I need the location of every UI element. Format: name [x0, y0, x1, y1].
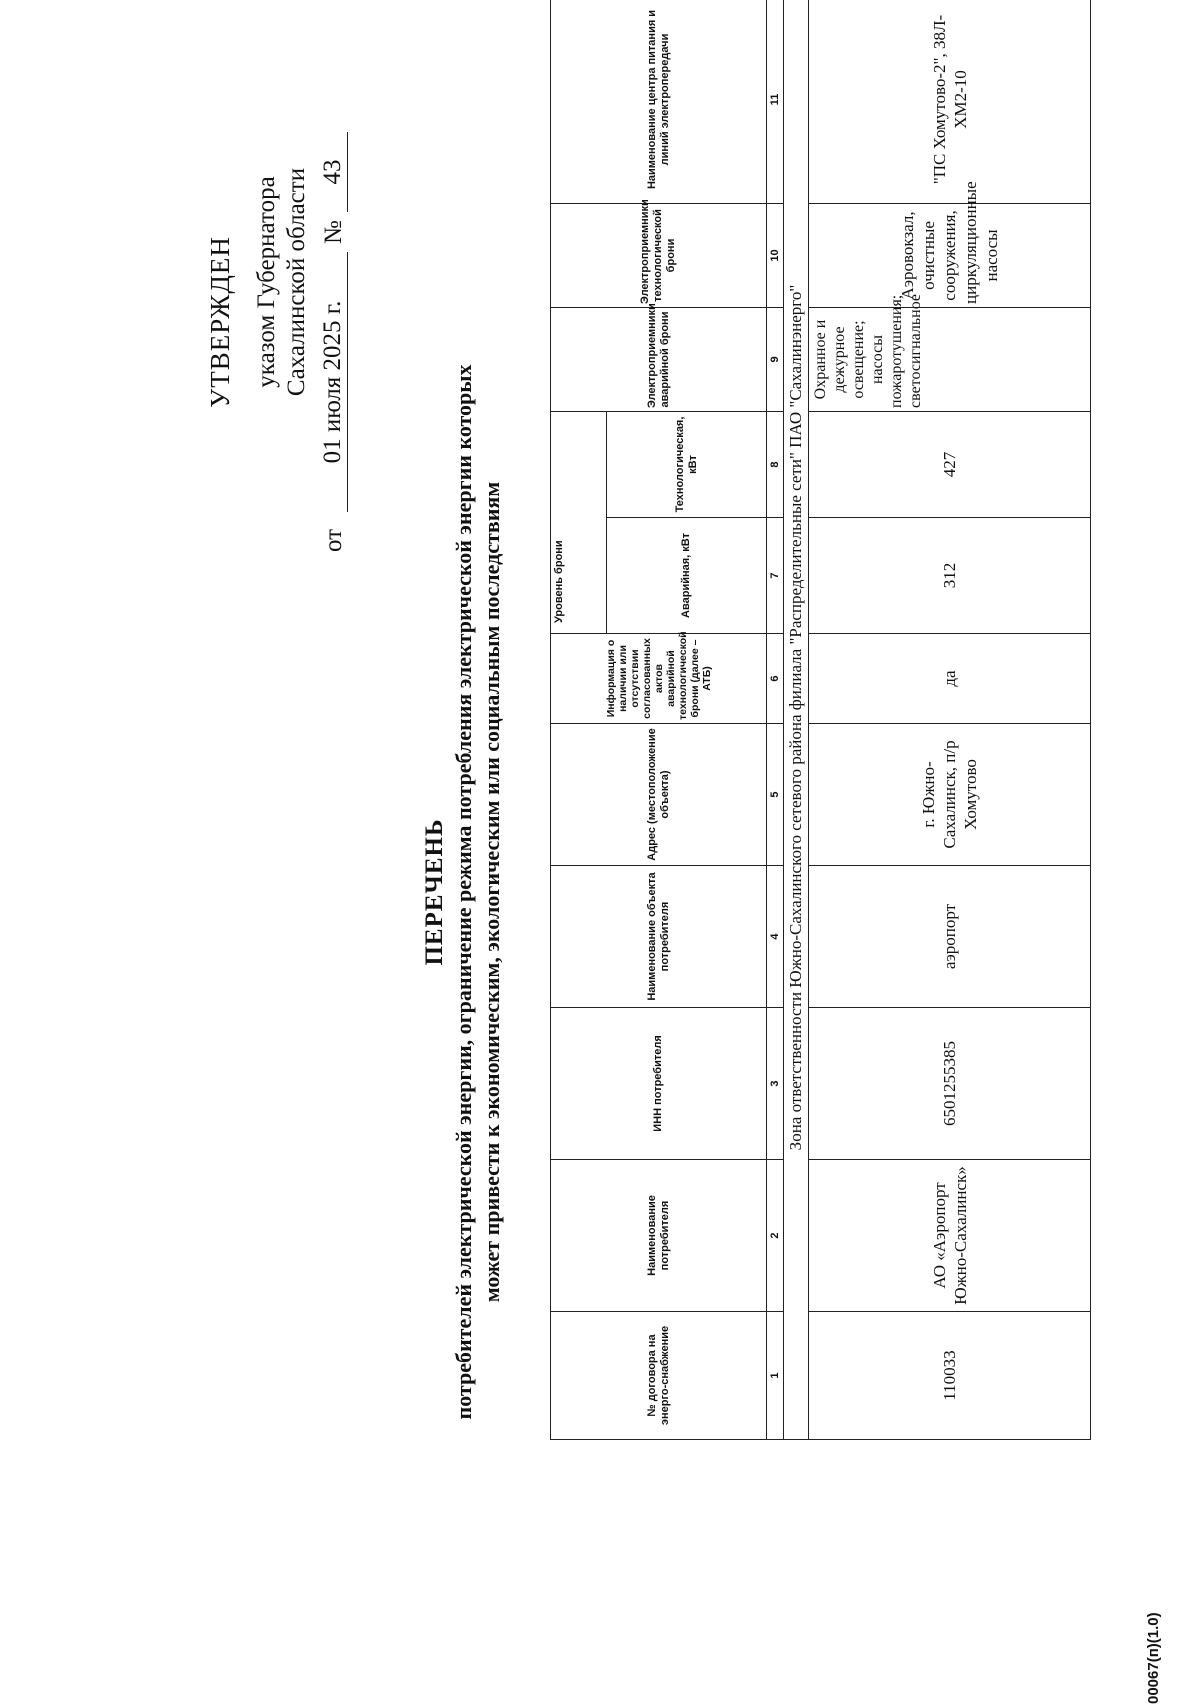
header-object-name: Наименование объекта потребителя: [551, 866, 767, 1008]
header-tech-kw: Технологическая, кВт: [607, 411, 767, 517]
document-heading: [420, 152, 506, 1632]
header-reserve-level: Уровень брони: [551, 411, 607, 633]
document-code: 00067(п)(1.0): [1145, 1612, 1162, 1704]
cell-inn: 6501255385: [809, 1008, 1091, 1160]
cell-emergency-kw: 312: [809, 518, 1091, 634]
document-subtitle-line-1: потребителей электрической энергии, ограничение режима потребления электрической энергии которых: [451, 364, 476, 1420]
approval-title: УТВЕРЖДЕН: [205, 236, 235, 408]
cell-address: г. Южно-Сахалинск, п/р Хомутово: [809, 724, 1091, 866]
approval-block: [205, 22, 348, 582]
approval-line-1: указом Губернатора: [253, 176, 280, 388]
cell-atb-info: да: [809, 634, 1091, 724]
header-address: Адрес (местоположение объекта): [551, 724, 767, 866]
header-inn: ИНН потребителя: [551, 1008, 767, 1160]
cell-tech-receivers: Аэровокзал, очистные сооружения, циркуляционные насосы: [809, 203, 1091, 307]
cell-power-center: "ПС Хомутово-2", 38Л-ХМ2-10: [809, 0, 1091, 203]
column-number: 5: [767, 724, 784, 866]
cell-contract: 110033: [809, 1312, 1091, 1440]
zone-of-responsibility: Зона ответственности Южно-Сахалинского сетевого района филиала "Распределительные сети" ПАО "Сахалинэнерго": [784, 0, 809, 1440]
header-consumer-name: Наименование потребителя: [551, 1160, 767, 1312]
approval-number: 43: [319, 132, 348, 212]
cell-emergency-receivers: Охранное и дежурное освещение; насосы пожаротушения; светосигнальное: [809, 307, 1091, 411]
column-number: 9: [767, 307, 784, 411]
document-subtitle-line-2: может привести к экономическим, экологическим или социальным последствиям: [479, 481, 504, 1303]
approval-line-2: Сахалинской области: [283, 167, 310, 397]
cell-object-name: аэропорт: [809, 866, 1091, 1008]
column-number: 3: [767, 1008, 784, 1160]
column-number: 2: [767, 1160, 784, 1312]
zone-row: [784, 0, 809, 1440]
header-contract: № договора на энерго-снабжение: [551, 1312, 767, 1440]
header-tech-receivers: Электроприемники технологической брони: [551, 203, 767, 307]
column-number: 8: [767, 411, 784, 517]
approval-date: 01 июля 2025 г.: [319, 252, 348, 512]
column-number: 4: [767, 866, 784, 1008]
approval-number-label: №: [320, 220, 347, 244]
cell-tech-kw: 427: [809, 411, 1091, 517]
table-row: [809, 0, 1091, 1440]
cell-consumer-name: АО «Аэропорт Южно-Сахалинск»: [809, 1160, 1091, 1312]
approval-from-label: от: [320, 528, 347, 552]
column-number: 7: [767, 518, 784, 634]
header-emergency-receivers: Электроприемники аварийной брони: [551, 307, 767, 411]
column-number: 1: [767, 1312, 784, 1440]
header-emergency-kw: Аварийная, кВт: [607, 518, 767, 634]
column-number: 11: [767, 0, 784, 203]
consumers-table: [550, 0, 1091, 1440]
column-number: 10: [767, 203, 784, 307]
column-number: 6: [767, 634, 784, 724]
header-power-center: Наименование центра питания и линий электропередачи: [551, 0, 767, 203]
header-atb-info: Информация о наличии или отсутствии согласованных актов аварийной технологической брони (далее – АТБ): [551, 634, 767, 724]
approval-date-number-row: [314, 22, 348, 582]
document-title: ПЕРЕЧЕНЬ: [421, 818, 448, 966]
column-numbers-row: [767, 0, 784, 1440]
